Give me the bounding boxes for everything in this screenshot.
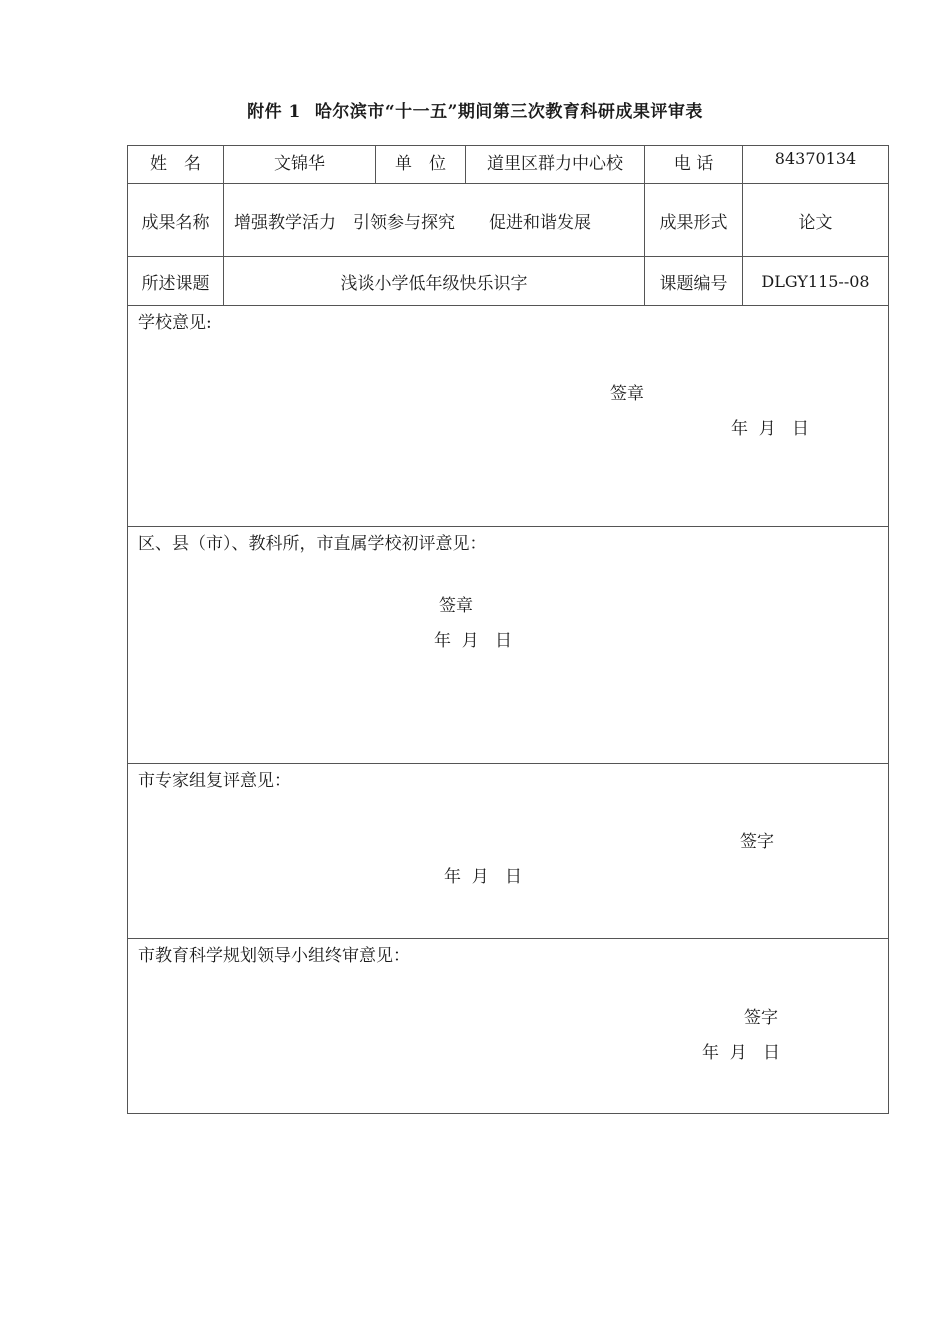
final-sign-label: 签字 <box>744 1008 778 1028</box>
achievement-value-cell <box>223 183 645 257</box>
unit-value: 道里区群力中心校 <box>487 154 623 174</box>
expert-opinion-section <box>127 763 889 939</box>
unit-value-cell <box>465 145 645 184</box>
topic-no-label: 课题编号 <box>659 273 728 294</box>
achievement-value: 增强教学活力 引领参与探究 促进和谐发展 <box>234 212 591 233</box>
final-date-label: 年 月 日 <box>702 1043 781 1063</box>
form-label-cell <box>644 183 743 257</box>
topic-label: 所述课题 <box>141 273 210 294</box>
topic-value-cell <box>223 256 645 306</box>
name-value-cell <box>223 145 376 184</box>
document-title <box>0 97 950 122</box>
topic-label-cell <box>127 256 224 306</box>
form-value-cell <box>742 183 889 257</box>
attachment-label: 附件 1 <box>247 102 301 122</box>
expert-sign-label: 签字 <box>740 832 774 852</box>
name-label-cell <box>127 145 224 184</box>
name-label: 姓 名 <box>150 154 201 174</box>
achievement-label: 成果名称 <box>141 212 210 233</box>
phone-label-cell <box>644 145 743 184</box>
district-opinion-section <box>127 526 889 764</box>
phone-value-cell <box>742 145 889 184</box>
unit-label-cell <box>375 145 466 184</box>
final-opinion-section <box>127 938 889 1114</box>
name-value: 文锦华 <box>274 154 325 174</box>
achievement-label-cell <box>127 183 224 257</box>
final-opinion-title: 市教育科学规划领导小组终审意见： <box>138 946 410 966</box>
form-title: 哈尔滨市“十一五”期间第三次教育科研成果评审表 <box>314 102 703 122</box>
district-opinion-title: 区、县（市）、教科所，市直属学校初评意见： <box>138 534 487 554</box>
topic-no-value-cell <box>742 256 889 306</box>
unit-label: 单 位 <box>395 154 446 174</box>
school-date-label: 年 月 日 <box>731 419 810 439</box>
form-value: 论文 <box>798 212 833 233</box>
topic-no-label-cell <box>644 256 743 306</box>
district-sign-label: 签章 <box>439 596 473 616</box>
district-date-label: 年 月 日 <box>434 631 513 651</box>
school-opinion-section <box>127 305 889 527</box>
expert-date-label: 年 月 日 <box>444 867 523 887</box>
school-sign-label: 签章 <box>610 384 644 404</box>
expert-opinion-title: 市专家组复评意见： <box>138 771 291 791</box>
topic-no-value: DLGY115--08 <box>761 271 870 291</box>
phone-label: 电 话 <box>673 154 714 174</box>
school-opinion-title: 学校意见: <box>138 313 212 333</box>
phone-value: 84370134 <box>774 149 857 168</box>
topic-value: 浅谈小学低年级快乐识字 <box>340 273 528 294</box>
form-label: 成果形式 <box>659 212 728 233</box>
